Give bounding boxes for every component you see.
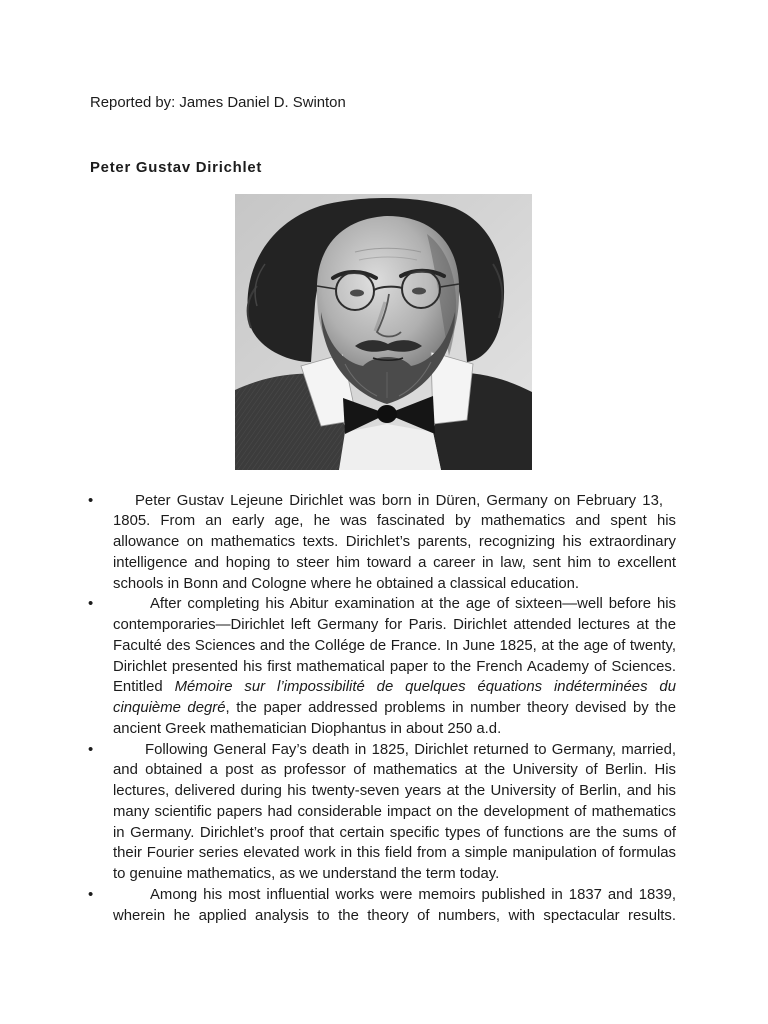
bullet-icon: •	[88, 886, 94, 903]
text-line: Among his most influential works were memoirs published in 1837 and 1839,	[150, 886, 676, 903]
list-item-text	[113, 594, 676, 739]
bullet-icon: •	[88, 596, 94, 613]
text-line: schools in Bonn and Cologne where he obtained a classical education.	[113, 575, 580, 592]
text-line: many scientific papers had considerable impact on the development of mathematics	[113, 803, 676, 820]
text-segment: , the paper addressed problems in number theory devised by the	[225, 700, 676, 717]
text-line: to genuine mathematics, as we understand the term today.	[113, 866, 500, 883]
list-item	[0, 594, 768, 739]
text-line: contemporaries—Dirichlet left Germany for Paris. Dirichlet attended lectures at the	[113, 617, 676, 634]
portrait-image	[235, 194, 532, 470]
text-line: allowance on mathematics texts. Dirichlet’s parents, recognizing his extraordinary	[113, 534, 676, 551]
text-line: Following General Fay’s death in 1825, Dirichlet returned to Germany, married,	[145, 741, 676, 758]
document-title: Peter Gustav Dirichlet	[90, 160, 263, 176]
text-line: Dirichlet presented his first mathematical paper to the French Academy of Sciences.	[113, 658, 676, 675]
list-item-text	[113, 491, 676, 595]
text-line: lectures, delivered during his twenty-seven years at the University of Berlin, and his	[113, 783, 676, 800]
italic-title-text: Mémoire sur l’impossibilité de quelques équations indéterminées du	[174, 679, 676, 696]
text-line: ancient Greek mathematician Diophantus in about 250 a.d.	[113, 720, 502, 737]
reported-by-line: Reported by: James Daniel D. Swinton	[90, 95, 346, 111]
text-line	[113, 698, 676, 719]
text-line: intelligence and hoping to steer him toward a career in law, sent him to excellent	[113, 554, 676, 571]
list-item	[0, 491, 768, 595]
bullet-icon: •	[88, 492, 94, 509]
text-line: in Germany. Dirichlet’s proof that certain specific types of functions are the sums of	[113, 824, 676, 841]
text-line: After completing his Abitur examination at the age of sixteen—well before his	[150, 596, 676, 613]
text-line: Faculté des Sciences and the Collége de France. In June 1825, at the age of twenty,	[113, 637, 676, 654]
text-line: and obtained a post as professor of mathematics at the University of Berlin. His	[113, 762, 676, 779]
text-line: 1805. From an early age, he was fascinated by mathematics and spent his	[113, 513, 676, 530]
list-item-text	[113, 885, 676, 927]
text-line: their Fourier series elevated work in this field from a simple manipulation of formulas	[113, 845, 676, 862]
list-item	[0, 885, 768, 927]
text-line: wherein he applied analysis to the theory of numbers, with spectacular results.	[113, 907, 676, 924]
text-line: Peter Gustav Lejeune Dirichlet was born in Düren, Germany on February 13,	[135, 492, 663, 509]
text-line	[113, 677, 676, 698]
portrait-shirt	[339, 424, 441, 470]
list-item	[0, 740, 768, 885]
portrait-engraving	[235, 194, 532, 470]
italic-title-text: cinquième degré	[113, 700, 226, 717]
text-segment: Entitled	[113, 679, 175, 696]
list-item-text	[113, 740, 676, 885]
bullet-list	[0, 491, 768, 927]
bullet-icon: •	[88, 741, 94, 758]
